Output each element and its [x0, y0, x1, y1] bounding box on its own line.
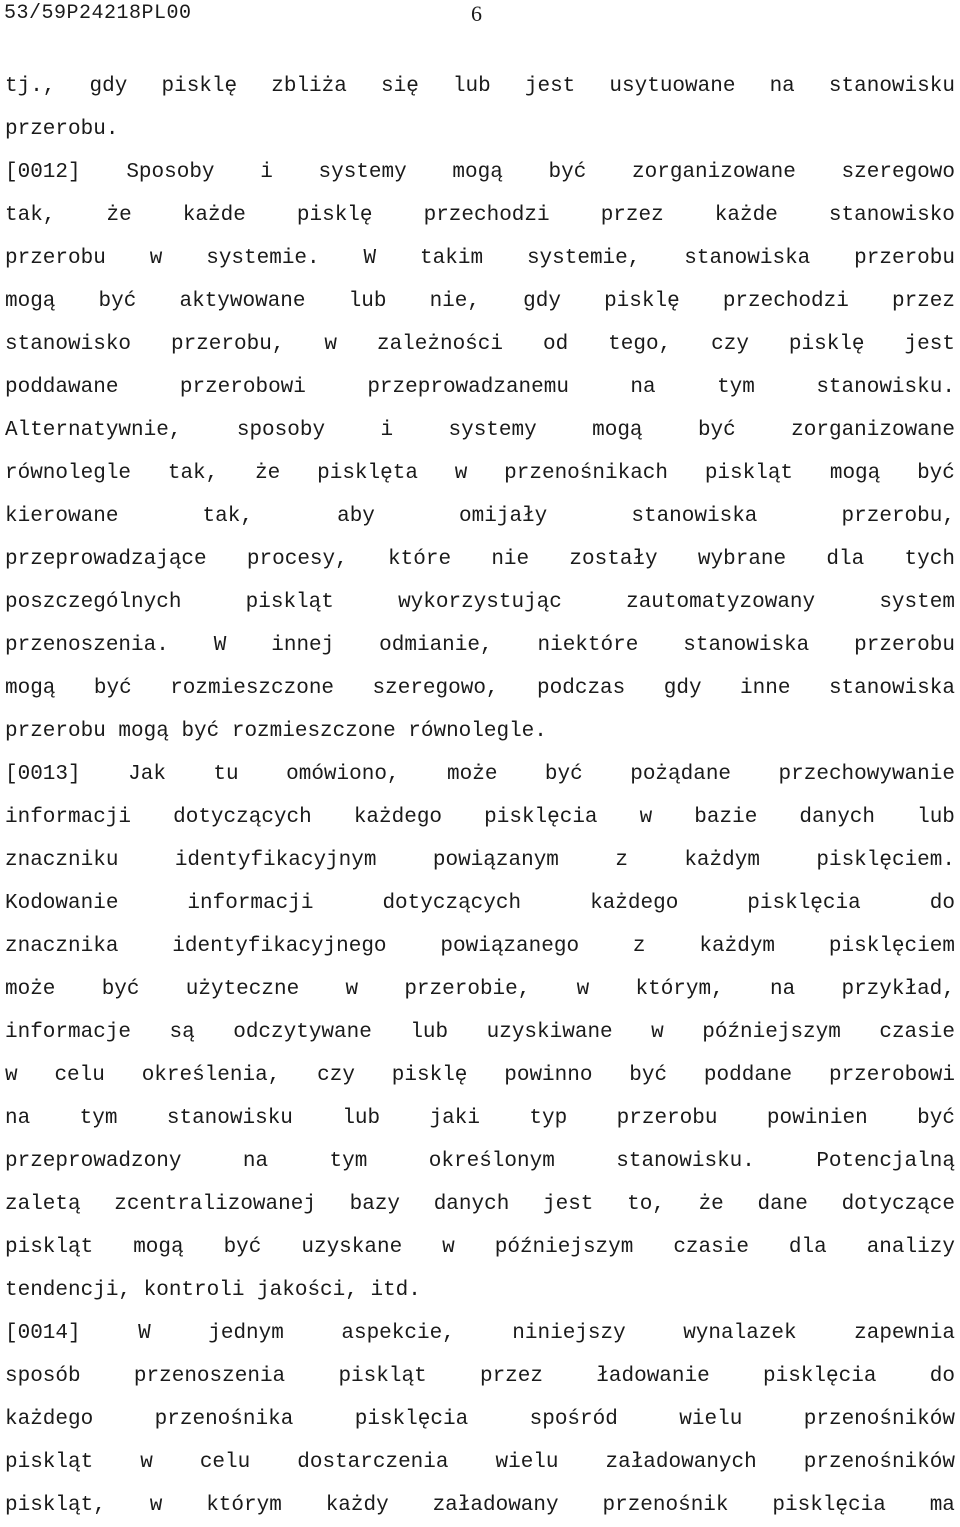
word: celu [199, 1451, 251, 1474]
text-line [5, 108, 955, 151]
word: lub [342, 1107, 381, 1130]
word: [0013] [5, 763, 81, 786]
text-line [5, 753, 955, 796]
word: załadowanych [605, 1451, 757, 1474]
word: tych [904, 548, 955, 571]
text-line [5, 280, 955, 323]
word: pisklę [391, 1064, 468, 1087]
word: uzyskane [301, 1236, 403, 1259]
word: rozmieszczone [231, 720, 396, 743]
word: podczas [537, 677, 626, 700]
word: przenośników [803, 1408, 955, 1431]
word: wybrane [697, 548, 787, 571]
word: lub [452, 75, 491, 98]
word: każdego [5, 1408, 94, 1431]
word: dotyczące [841, 1193, 955, 1216]
word: czy [711, 333, 749, 356]
word: przerobu [5, 720, 106, 743]
word: każde [714, 204, 778, 227]
word: którym, [635, 978, 724, 1001]
word: każdym [699, 935, 776, 958]
text-line [5, 366, 955, 409]
text-line [5, 409, 955, 452]
word: z [632, 935, 646, 958]
word: na [769, 75, 795, 98]
word: do [929, 1365, 955, 1388]
word: jest [904, 333, 955, 356]
word: odczytywane [233, 1021, 372, 1044]
word: jednym [208, 1322, 284, 1345]
text-line [5, 237, 955, 280]
word: W [138, 1322, 151, 1345]
word: bazy [349, 1193, 401, 1216]
word: tym [717, 376, 755, 399]
word: typ [529, 1107, 568, 1130]
word: zcentralizowanej [114, 1193, 316, 1216]
word: przerobu. [5, 118, 119, 141]
word: czasie [879, 1021, 955, 1044]
text-line [5, 1097, 955, 1140]
word: systemy [318, 161, 407, 184]
word: każdym [684, 849, 760, 872]
word: informacji [187, 892, 314, 915]
word: innej [271, 634, 335, 657]
word: czasie [673, 1236, 749, 1259]
word: pisklęcia [747, 892, 861, 915]
text-line [5, 1398, 955, 1441]
word: stanowiska [683, 634, 810, 657]
word: i [260, 161, 273, 184]
word: piskląt [5, 1236, 94, 1259]
word: procesy, [246, 548, 348, 571]
word: odmianie, [379, 634, 493, 657]
word: uzyskiwane [486, 1021, 613, 1044]
word: przechowywanie [778, 763, 955, 786]
word: tak, [5, 204, 56, 227]
word: sposoby [236, 419, 326, 442]
word: mogą [133, 1236, 184, 1259]
word: niektóre [537, 634, 639, 657]
word: przenośnika [154, 1408, 294, 1431]
text-line [5, 1183, 955, 1226]
word: stanowiska [684, 247, 811, 270]
word: mogą [452, 161, 503, 184]
word: gdy [89, 75, 128, 98]
word: przerobowi [828, 1064, 955, 1087]
word: wynalazek [683, 1322, 797, 1345]
word: pisklęcia [484, 806, 598, 829]
text-line [5, 882, 955, 925]
word: tj., [5, 75, 56, 98]
word: z [615, 849, 628, 872]
word: zbliża [271, 75, 347, 98]
word: w [651, 1021, 664, 1044]
word: przerobu [854, 247, 955, 270]
word: być [548, 161, 587, 184]
word: na [630, 376, 656, 399]
word: może [5, 978, 56, 1001]
word: tak, [167, 462, 219, 485]
word: być [697, 419, 736, 442]
word: znacznika [5, 935, 119, 958]
word: jakości, [257, 1279, 358, 1302]
text-line [5, 581, 955, 624]
word: na [242, 1150, 269, 1173]
text-line [5, 495, 955, 538]
word: dotyczących [382, 892, 522, 915]
word: tendencji, [5, 1279, 132, 1302]
word: stanowisku [828, 75, 955, 98]
text-line [5, 968, 955, 1011]
word: przerobu [854, 634, 955, 657]
word: przenośnik [602, 1494, 729, 1517]
word: stanowiska [631, 505, 758, 528]
word: poddawane [5, 376, 119, 399]
word: być [101, 978, 140, 1001]
word: stanowisku. [816, 376, 955, 399]
word: tu [213, 763, 239, 786]
word: przenoszenia. [5, 634, 169, 657]
word: omówiono, [286, 763, 400, 786]
word: mogą [5, 677, 56, 700]
word: jest [543, 1193, 594, 1216]
word: być [181, 720, 220, 743]
word: piskląt [5, 1451, 94, 1474]
word: być [223, 1236, 262, 1259]
word: się [380, 75, 419, 98]
text-line [5, 194, 955, 237]
word: które [388, 548, 452, 571]
word: w [324, 333, 337, 356]
word: przerobowi [179, 376, 306, 399]
word: stanowisku [166, 1107, 293, 1130]
word: danych [799, 806, 876, 829]
word: Potencjalną [816, 1150, 955, 1173]
word: W [213, 634, 227, 657]
text-line [5, 1226, 955, 1269]
word: bazie [694, 806, 758, 829]
word: równolegle. [408, 720, 547, 743]
word: w [149, 1494, 163, 1517]
word: stanowiska [828, 677, 955, 700]
word: każdego [353, 806, 443, 829]
word: pisklęciem [828, 935, 955, 958]
word: przerobu, [841, 505, 955, 528]
word: danych [433, 1193, 510, 1216]
text-line [5, 1441, 955, 1484]
word: identyfikacyjnym [174, 849, 377, 872]
text-line [5, 925, 955, 968]
word: zorganizowane [791, 419, 955, 442]
word: spośród [529, 1408, 618, 1431]
word: poszczególnych [5, 591, 182, 614]
word: przeprowadzony [5, 1150, 182, 1173]
word: celu [54, 1064, 105, 1087]
text-line [5, 710, 955, 753]
word: lub [348, 290, 387, 313]
word: zostały [569, 548, 658, 571]
word: pożądane [630, 763, 732, 786]
word: powinno [504, 1064, 593, 1087]
word: mogą [592, 419, 643, 442]
word: to, [627, 1193, 665, 1216]
word: wykorzystując [398, 591, 562, 614]
word: poddane [703, 1064, 793, 1087]
text-line [5, 839, 955, 882]
word: być [98, 290, 137, 313]
word: przenośnikach [504, 462, 668, 485]
word: tego, [608, 333, 672, 356]
word: wielu [679, 1408, 743, 1431]
word: być [917, 462, 955, 485]
word: dostarczenia [297, 1451, 449, 1474]
word: nie [491, 548, 530, 571]
word: w [140, 1451, 153, 1474]
word: być [629, 1064, 668, 1087]
word: może [447, 763, 498, 786]
word: w [345, 978, 359, 1001]
word: zaletą [5, 1193, 81, 1216]
word: przez [600, 204, 664, 227]
word: przerobie, [404, 978, 531, 1001]
word: dla [826, 548, 865, 571]
word: kierowane [5, 505, 119, 528]
word: zorganizowane [632, 161, 796, 184]
word: aspekcie, [341, 1322, 455, 1345]
word: pisklę [604, 290, 680, 313]
word: piskląt, [5, 1494, 106, 1517]
word: pisklę [161, 75, 238, 98]
word: załadowany [432, 1494, 559, 1517]
text-line [5, 323, 955, 366]
word: określonym [428, 1150, 555, 1173]
word: późniejszym [702, 1021, 841, 1044]
word: pisklęcia [763, 1365, 877, 1388]
word: przenoszenia [133, 1365, 286, 1388]
word: przeprowadzające [5, 548, 207, 571]
word: w [454, 462, 468, 485]
word: W [363, 247, 377, 270]
word: usytuowane [609, 75, 736, 98]
word: aby [337, 505, 375, 528]
word: każde [182, 204, 246, 227]
word: każdy [325, 1494, 389, 1517]
word: takim [420, 247, 484, 270]
word: ładowanie [596, 1365, 710, 1388]
page-header [0, 0, 960, 28]
word: czy [317, 1064, 355, 1087]
word: późniejszym [494, 1236, 634, 1259]
word: pisklęta [317, 462, 418, 485]
word: w [576, 978, 590, 1001]
word: przechodzi [722, 290, 849, 313]
word: inne [740, 677, 791, 700]
word: omijały [459, 505, 548, 528]
word: szeregowo [841, 161, 955, 184]
word: wielu [495, 1451, 559, 1474]
word: od [542, 333, 569, 356]
word: piskląt [704, 462, 794, 485]
word: przechodzi [423, 204, 550, 227]
word: jaki [429, 1107, 480, 1130]
word: że [255, 462, 281, 485]
word: piskląt [338, 1365, 427, 1388]
word: tym [79, 1107, 118, 1130]
word: być [917, 1107, 955, 1130]
word: powiązanym [432, 849, 559, 872]
word: zautomatyzowany [626, 591, 816, 614]
page-number: 6 [471, 1, 482, 26]
word: do [929, 892, 955, 915]
word: być [93, 677, 132, 700]
text-line [5, 1484, 955, 1527]
word: Jak [128, 763, 166, 786]
word: tym [329, 1150, 368, 1173]
word: są [169, 1021, 195, 1044]
word: lub [917, 806, 955, 829]
word: zależności [376, 333, 503, 356]
word: ma [929, 1494, 955, 1517]
word: analizy [866, 1236, 955, 1259]
word: nie, [429, 290, 480, 313]
word: powiązanego [440, 935, 580, 958]
word: każdego [590, 892, 679, 915]
word: mogą [829, 462, 881, 485]
word: zapewnia [854, 1322, 955, 1345]
word: przerobu, [171, 333, 285, 356]
word: pisklę [296, 204, 373, 227]
word: systemie. [206, 247, 320, 270]
word: informacji [5, 806, 132, 829]
word: Alternatywnie, [5, 419, 182, 442]
word: piskląt [245, 591, 334, 614]
word: kontroli [143, 1279, 245, 1302]
text-line [5, 151, 955, 194]
word: [0014] [5, 1322, 81, 1345]
word: systemie, [526, 247, 641, 270]
word: sposób [5, 1365, 81, 1388]
word: pisklęciem. [816, 849, 955, 872]
word: stanowisko [828, 204, 955, 227]
word: gdy [523, 290, 561, 313]
word: szeregowo, [372, 677, 499, 700]
word: niniejszy [512, 1322, 626, 1345]
word: w [149, 247, 163, 270]
word: przerobu [616, 1107, 718, 1130]
word: tak, [202, 505, 253, 528]
word: systemy [448, 419, 537, 442]
word: przykład, [841, 978, 955, 1001]
word: stanowisku. [616, 1150, 755, 1173]
word: że [698, 1193, 724, 1216]
word: na [5, 1107, 31, 1130]
word: stanowisko [5, 333, 132, 356]
word: rozmieszczone [170, 677, 335, 700]
text-line [5, 1140, 955, 1183]
word: dane [757, 1193, 808, 1216]
word: na [769, 978, 796, 1001]
word: znaczniku [5, 849, 119, 872]
word: informacje [5, 1021, 132, 1044]
word: pisklęcia [772, 1494, 886, 1517]
word: przerobu [5, 247, 106, 270]
word: użyteczne [185, 978, 300, 1001]
word: identyfikacyjnego [172, 935, 387, 958]
word: gdy [663, 677, 702, 700]
document-body [5, 65, 955, 1527]
word: powinien [766, 1107, 868, 1130]
word: określenia, [141, 1064, 281, 1087]
text-line [5, 452, 955, 495]
word: przez [891, 290, 955, 313]
text-line [5, 1355, 955, 1398]
word: Sposoby [126, 161, 215, 184]
text-line [5, 667, 955, 710]
word: mogą [118, 720, 169, 743]
word: mogą [5, 290, 56, 313]
text-line [5, 65, 955, 108]
word: i [380, 419, 394, 442]
word: pisklę [788, 333, 865, 356]
word: aktywowane [179, 290, 306, 313]
word: [0012] [5, 161, 81, 184]
word: jest [524, 75, 576, 98]
word: dla [788, 1236, 827, 1259]
word: przez [479, 1365, 543, 1388]
word: itd. [370, 1279, 421, 1302]
text-line [5, 538, 955, 581]
word: równolegle [5, 462, 132, 485]
word: przenośników [803, 1451, 955, 1474]
word: system [879, 591, 955, 614]
text-line [5, 624, 955, 667]
text-line [5, 796, 955, 839]
word: w [442, 1236, 455, 1259]
word: dotyczących [173, 806, 312, 829]
word: pisklęcia [354, 1408, 469, 1431]
word: przeprowadzanemu [367, 376, 569, 399]
document-id: 53/59P24218PL00 [4, 2, 192, 25]
text-line [5, 1312, 955, 1355]
word: Kodowanie [5, 892, 119, 915]
word: lub [410, 1021, 449, 1044]
text-line [5, 1011, 955, 1054]
word: w [5, 1064, 18, 1087]
text-line [5, 1269, 955, 1312]
word: że [106, 204, 132, 227]
word: być [544, 763, 583, 786]
word: którym [206, 1494, 282, 1517]
text-line [5, 1054, 955, 1097]
word: w [639, 806, 653, 829]
